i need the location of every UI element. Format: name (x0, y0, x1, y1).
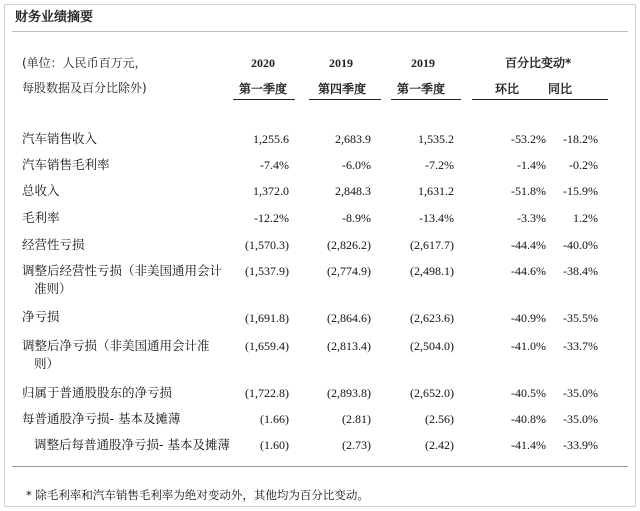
cell-q1-2019: -13.4% (419, 211, 454, 225)
cell-q1-2020: (1,691.8) (245, 311, 289, 325)
cell-qoq: -51.8% (511, 184, 546, 198)
cell-yoy: 1.2% (573, 211, 598, 225)
year-2020: 2020 (251, 56, 275, 70)
row-label-line2: 准则） (34, 281, 72, 296)
cell-q4-2019: 2,848.3 (335, 184, 371, 198)
cell-yoy: -35.0% (563, 386, 598, 400)
cell-qoq: -44.4% (511, 238, 546, 252)
cell-q1-2020: (1,537.9) (245, 264, 289, 278)
cell-yoy: -35.5% (563, 311, 598, 325)
cell-q4-2019: -6.0% (342, 158, 371, 172)
cell-yoy: -35.0% (563, 412, 598, 426)
cell-qoq: -40.9% (511, 311, 546, 325)
cell-q1-2019: (2.56) (425, 412, 454, 426)
cell-qoq: -1.4% (517, 158, 546, 172)
cell-qoq: -41.4% (511, 438, 546, 452)
row-label-line1: 调整后经营性亏损（非美国通用会计 (22, 263, 223, 278)
unit-note-line2: 每股数据及百分比除外) (22, 81, 147, 95)
quarter-q1-2019: 第一季度 (397, 82, 446, 96)
change-qoq: 环比 (495, 82, 520, 96)
row-label: 汽车销售收入 (22, 131, 98, 146)
cell-yoy: -40.0% (563, 238, 598, 252)
cell-q4-2019: (2,864.6) (327, 311, 371, 325)
title-divider (12, 31, 628, 32)
header-underline (391, 99, 461, 100)
row-label: 调整后每普通股净亏损- 基本及摊薄 (34, 437, 230, 452)
row-label: 净亏损 (22, 309, 60, 324)
cell-yoy: -18.2% (563, 132, 598, 146)
row-label: 毛利率 (22, 210, 60, 225)
cell-qoq: -53.2% (511, 132, 546, 146)
cell-qoq: -40.8% (511, 412, 546, 426)
row-label: 总收入 (22, 183, 60, 198)
cell-q1-2019: (2,623.6) (410, 311, 454, 325)
cell-q1-2019: 1,535.2 (418, 132, 454, 146)
year-2019-q1: 2019 (411, 56, 435, 70)
header-underline (472, 99, 608, 100)
cell-q4-2019: (2,893.8) (327, 386, 371, 400)
cell-q1-2020: (1,659.4) (245, 339, 289, 353)
header-underline (233, 99, 295, 100)
year-2019-q4: 2019 (329, 56, 353, 70)
cell-q1-2020: 1,372.0 (253, 184, 289, 198)
cell-q4-2019: (2,774.9) (327, 264, 371, 278)
cell-q4-2019: (2,813.4) (327, 339, 371, 353)
cell-q4-2019: -8.9% (342, 211, 371, 225)
header-underline (309, 99, 381, 100)
cell-q4-2019: (2.81) (342, 412, 371, 426)
cell-yoy: -15.9% (563, 184, 598, 198)
cell-q1-2019: (2,617.7) (410, 238, 454, 252)
cell-q1-2019: -7.2% (425, 158, 454, 172)
change-yoy: 同比 (548, 82, 573, 96)
cell-qoq: -44.6% (511, 264, 546, 278)
cell-q4-2019: 2,683.9 (335, 132, 371, 146)
cell-q1-2019: (2.42) (425, 438, 454, 452)
cell-q1-2020: -7.4% (260, 158, 289, 172)
change-header: 百分比变动* (505, 56, 572, 70)
cell-q1-2019: (2,504.0) (410, 339, 454, 353)
cell-qoq: -3.3% (517, 211, 546, 225)
cell-yoy: -33.7% (563, 339, 598, 353)
row-label-line1: 调整后净亏损（非美国通用会计准 (22, 338, 210, 353)
cell-qoq: -40.5% (511, 386, 546, 400)
row-label: 经营性亏损 (22, 237, 85, 252)
footnote: * 除毛利率和汽车销售毛利率为绝对变动外，其他均为百分比变动。 (26, 488, 369, 502)
cell-q1-2020: (1,722.8) (245, 386, 289, 400)
cell-yoy: -38.4% (563, 264, 598, 278)
cell-q4-2019: (2.73) (342, 438, 371, 452)
cell-q1-2019: (2,652.0) (410, 386, 454, 400)
row-label: 汽车销售毛利率 (22, 157, 110, 172)
unit-note-line1: (单位：人民币百万元， (22, 56, 147, 70)
row-label-line2: 则） (34, 356, 60, 371)
cell-yoy: -33.9% (563, 438, 598, 452)
cell-q1-2020: (1.60) (260, 438, 289, 452)
footer-divider (12, 466, 628, 467)
quarter-q1-2020: 第一季度 (239, 82, 288, 96)
cell-yoy: -0.2% (569, 158, 598, 172)
quarter-q4-2019: 第四季度 (318, 82, 367, 96)
row-label: 归属于普通股股东的净亏损 (22, 385, 173, 400)
cell-q1-2020: -12.2% (254, 211, 289, 225)
row-label: 每普通股净亏损- 基本及摊薄 (22, 411, 181, 426)
cell-qoq: -41.0% (511, 339, 546, 353)
cell-q1-2019: (2,498.1) (410, 264, 454, 278)
cell-q1-2019: 1,631.2 (418, 184, 454, 198)
cell-q4-2019: (2,826.2) (327, 238, 371, 252)
cell-q1-2020: (1.66) (260, 412, 289, 426)
page-title: 财务业绩摘要 (15, 10, 94, 25)
cell-q1-2020: 1,255.6 (253, 132, 289, 146)
cell-q1-2020: (1,570.3) (245, 238, 289, 252)
